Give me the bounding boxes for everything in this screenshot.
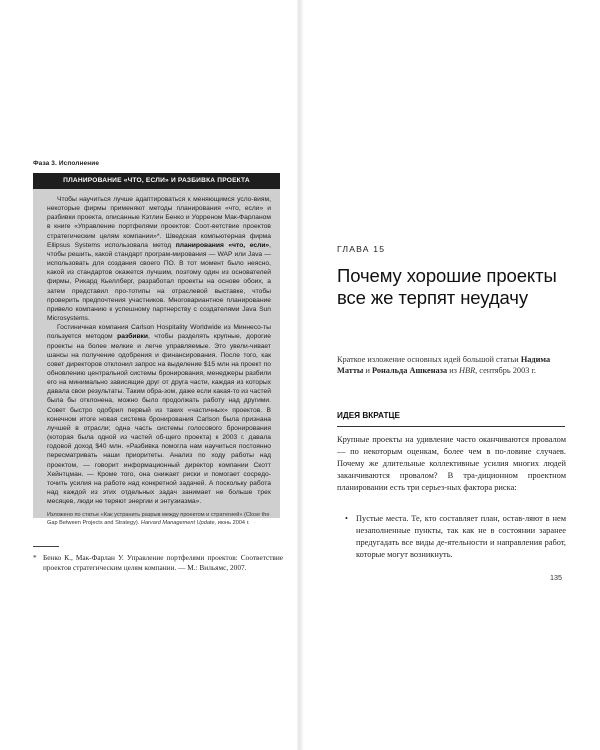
- author-2: Рональда Ашкеназа: [372, 366, 448, 376]
- footnote-rule: [33, 546, 59, 547]
- chapter-summary: Краткое изложение основных идей большой статьи Надима Матты и Рональда Ашкеназа из HBR, сентябрь 2003 г.: [337, 355, 551, 376]
- sidebar-paragraph-2: Гостиничная компания Carlson Hospitality Worldwide из Миннесо-ты пользуется методом разбивки, чтобы разделять крупные, дорогие проекты на более мелкие и легче управляемые. Это увели-чивает шансы на получение одобрения и финансирования. После того, как совет директоров отклонил запрос на выделение $15 млн на проект по обновлению центральной системы бронирования, менеджеры разбили его на минимально зависящие друг от друга части, каждая из которых давала свои результаты. Таким обра-зом, даже если какая-то из частей была бы отклонена, можно было продолжать работу над другими. Совет быстро одобрил первый из таких «частичных» проектов. В конечном итоге новая система бронирования Carlson была признана лучшей в отрасли; одна часть системы голосового бронирования (которая была одной из частей об-щего проекта) к 2003 г. давала годовой доход $40 млн. «Разбивка помогла нам научиться постоянно пересматривать наши приоритеты. Анализ по ходу работы над проектом, — говорит информационный директор компании Скотт Хейнтцман. — Кроме того, она снижает риски и помогает сосредо-точить усилия на работе над конкретной задачей. А поскольку работа над каждой из этих отдельных задач занимает не больше трех месяцев, люди не теряют энергии и энтузиазма».: [47, 324, 271, 506]
- sidebar-title: ПЛАНИРОВАНИЕ «ЧТО, ЕСЛИ» И РАЗБИВКА ПРОЕКТА: [33, 173, 280, 189]
- sidebar-body: [33, 189, 280, 506]
- chapter-title: Почему хорошие проекты все же терпят неудачу: [337, 265, 557, 308]
- body-paragraph: Крупные проекты на удивление часто оканчиваются провалом — по некоторым оценкам, более чем в по-ловине случаев. Почему же длительные коллективные усилия многих людей заканчиваются провалом? В тра-диционном проектном планировании есть три серьез-ных фактора риска:: [337, 435, 566, 492]
- footnote-text: Бенко К., Мак-Фарлан У. Управление портфелями проектов: Соответствие проектов стратегическим целям компании. — М.: Вильямс, 2007.: [43, 553, 283, 572]
- bullet-text: Пустые места. Те, кто составляет план, остав-ляют в нем незаполненные пункты, так как не в состоянии заранее предугадать все виды де-ятельности и направления работ, которые могут возникнуть.: [356, 514, 566, 559]
- section-heading: ИДЕЯ ВКРАТЦЕ: [337, 411, 400, 420]
- sidebar-source: Изложено по статье «Как устранить разрыв между проектом и стратегией» (Close the Gap Between Projects and Strategy). Harvard Management Update, июнь 2004 г.: [47, 512, 270, 526]
- bullet-dot: •: [345, 514, 348, 523]
- page-number: 135: [550, 573, 562, 582]
- footnote-mark: *: [33, 553, 37, 562]
- author-1: Надима Матты: [337, 355, 551, 376]
- section-rule: [337, 426, 565, 427]
- sidebar-box: [33, 173, 280, 526]
- footnote: [33, 553, 283, 572]
- bullet-item: [345, 513, 566, 561]
- term-what-if: планирования «что, если»: [175, 241, 270, 249]
- term-breakdown: разбивки: [117, 333, 149, 341]
- running-head: Фаза 3. Исполнение: [33, 160, 100, 167]
- chapter-label: ГЛАВА 15: [337, 244, 386, 254]
- right-page: [300, 0, 600, 750]
- sidebar-paragraph-1: Чтобы научиться лучше адаптироваться к меняющимся усло-виям, некоторые фирмы применяют методы планирования «что, если» и разбивки проекта, описанные Кэтлин Бенко и Уорреном Мак-Фарланом в книге «Управление портфелями проектов: Соот-ветствие проектов стратегическим целям компании»*. Шведская компьютерная фирма Ellipsus Systems использовала метод планирования «что, если», чтобы решить, какой стандарт програм-мирования — WAP или Java — использовать для создания своего ПО. В тот момент было неясно, какой из стандартов окажется лучшим, поэтому один из основателей фирмы, Рикард Кьеллберг, разработал проекты на основе обоих, а затем представил про-тотипы на отраслевой выставке, чтобы проверить предпочтения участников. Многовариантное планирование привело компанию к успешному партнерству с создателями Java Sun Microsystems.: [47, 196, 272, 323]
- journal-name: HBR: [459, 366, 476, 376]
